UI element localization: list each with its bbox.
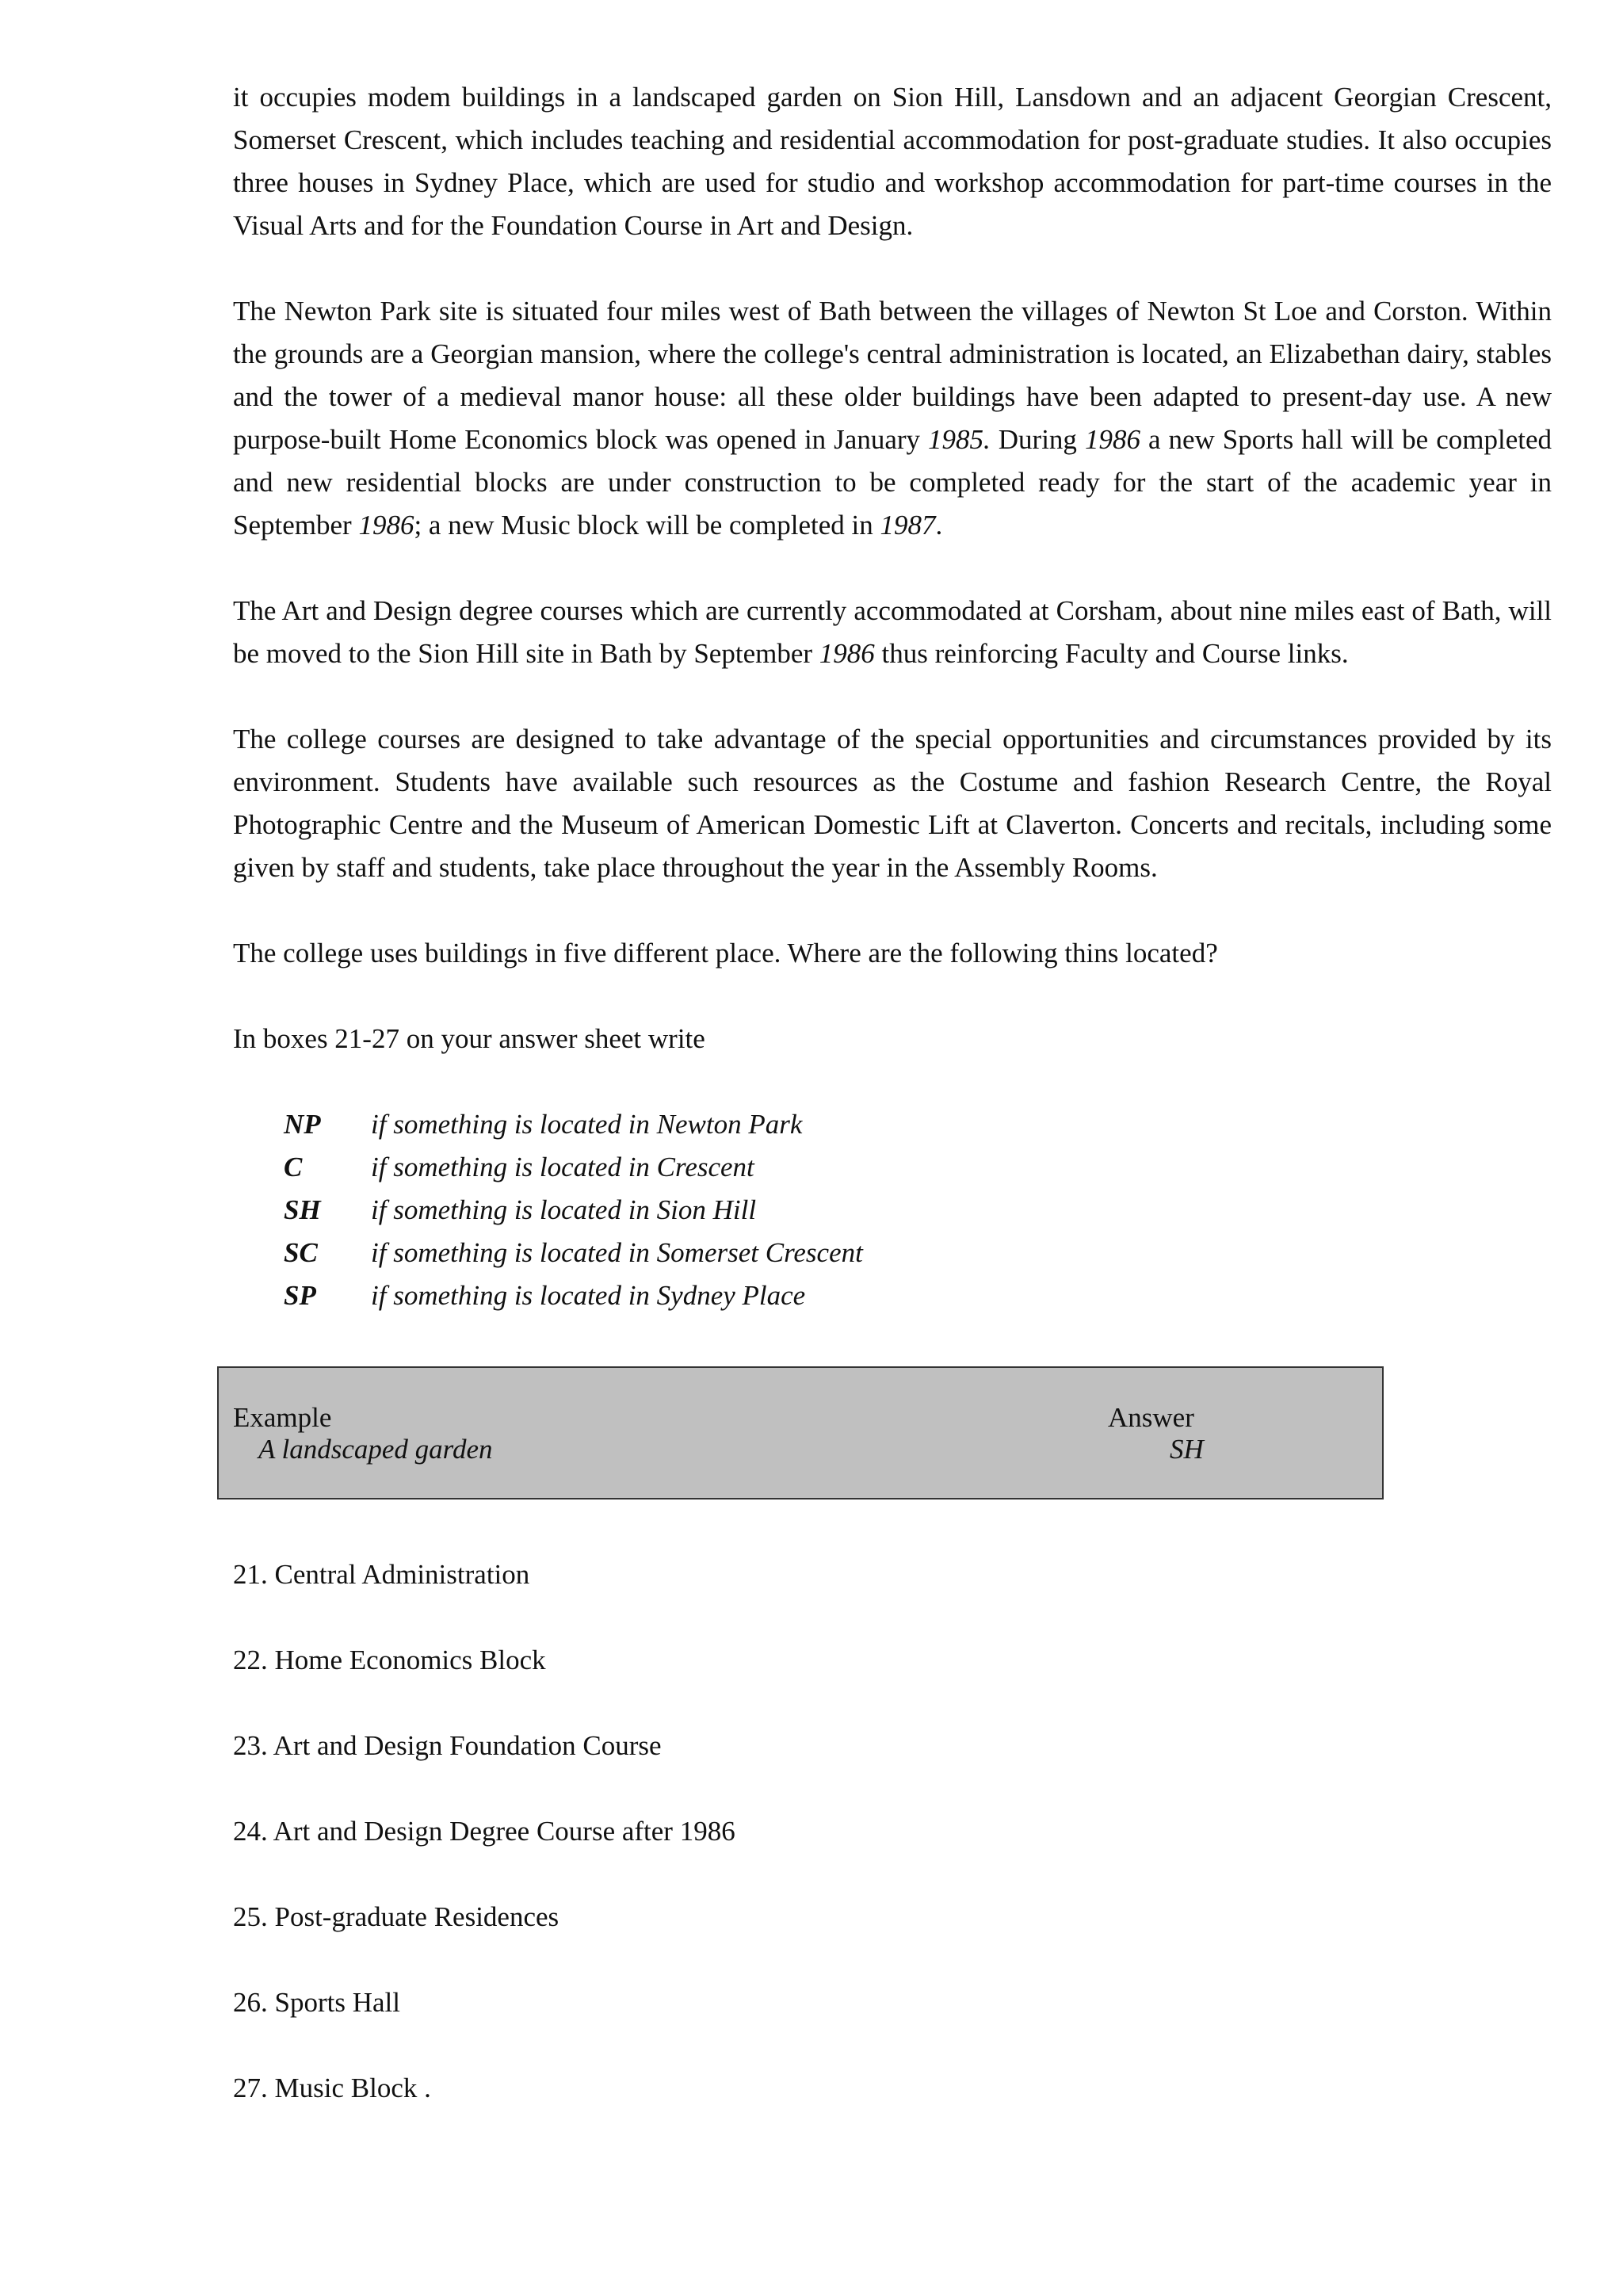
question-item: 27. Music Block . bbox=[233, 2073, 431, 2103]
year-text: 1985. bbox=[928, 424, 991, 455]
legend-text: if something is located in Crescent bbox=[371, 1152, 754, 1182]
legend-text: if something is located in Sion Hill bbox=[371, 1194, 757, 1225]
passage-paragraph-2 bbox=[233, 290, 1552, 547]
paragraph-text: ; a new Music block will be completed in bbox=[414, 510, 880, 541]
paragraph-text: The Newton Park site is situated four miles west of Bath between the villages of Newton St Loe and Corston. Within the grounds are a Georgian mansion, where the college's central administration is located, an Elizabethan dairy, stables and the tower of a medieval manor house: all these older buildings have been adapted to present-day use. A new purpose-built Home Economics block was opened in January bbox=[233, 296, 1552, 455]
paragraph-text: it occupies modem buildings in a landscaped garden on Sion Hill, Lansdown and an adjacent Georgian Crescent, Somerset Crescent, which includes teaching and residential accommodation for post-graduate studies. It also occupies three houses in Sydney Place, which are used for studio and workshop accommodation for part-time courses in the Visual Arts and for the Foundation Course in Art and Design. bbox=[233, 82, 1552, 241]
question-item: 23. Art and Design Foundation Course bbox=[233, 1730, 662, 1761]
example-box bbox=[217, 1366, 1384, 1499]
question-item: 21. Central Administration bbox=[233, 1559, 530, 1590]
question-list bbox=[233, 1553, 1552, 2110]
legend-row bbox=[284, 1274, 1552, 1317]
legend-code: SP bbox=[284, 1280, 316, 1311]
legend-row bbox=[284, 1232, 1552, 1274]
question-item: 24. Art and Design Degree Course after 1986 bbox=[233, 1816, 735, 1847]
year-text: 1986 bbox=[1084, 424, 1140, 455]
task-question: The college uses buildings in five different place. Where are the following thins located? bbox=[233, 938, 1218, 968]
legend-text: if something is located in Sydney Place bbox=[371, 1280, 806, 1311]
example-answer: SH bbox=[1170, 1434, 1204, 1465]
example-label: Example bbox=[233, 1402, 332, 1433]
legend-text: if something is located in Newton Park bbox=[371, 1109, 803, 1140]
legend-code: SC bbox=[284, 1237, 318, 1268]
example-item: A landscaped garden bbox=[258, 1434, 493, 1465]
passage-paragraph-1 bbox=[233, 76, 1552, 247]
passage-paragraph-4 bbox=[233, 718, 1552, 889]
legend-row bbox=[284, 1103, 1552, 1146]
paragraph-text: During bbox=[990, 424, 1085, 455]
year-text: 1987 bbox=[880, 510, 936, 541]
passage-paragraph-3 bbox=[233, 590, 1552, 675]
legend-code: NP bbox=[284, 1109, 321, 1140]
example-answer-label: Answer bbox=[1108, 1402, 1194, 1433]
legend-code: C bbox=[284, 1152, 303, 1182]
task-instruction: In boxes 21-27 on your answer sheet write bbox=[233, 1023, 705, 1054]
year-text: 1986 bbox=[819, 638, 875, 669]
paragraph-text: . bbox=[935, 510, 943, 541]
answer-code-legend bbox=[284, 1103, 1552, 1317]
legend-code: SH bbox=[284, 1194, 321, 1225]
paragraph-text: The college courses are designed to take advantage of the special opportunities and circumstances provided by its environment. Students have available such resources as the Costume and fashion Research Centre, the Royal Photographic Centre and the Museum of American Domestic Lift at Claverton. Concerts and recitals, including some given by staff and students, take place throughout the year in the Assembly Rooms. bbox=[233, 724, 1552, 883]
legend-text: if something is located in Somerset Crescent bbox=[371, 1237, 863, 1268]
paragraph-text: a new Sports hall will be completed and new residential blocks are under construction to be completed ready for the start of the academic year in September bbox=[233, 424, 1552, 541]
legend-row bbox=[284, 1146, 1552, 1189]
question-item: 26. Sports Hall bbox=[233, 1987, 400, 2018]
question-item: 25. Post-graduate Residences bbox=[233, 1901, 559, 1932]
legend-row bbox=[284, 1189, 1552, 1232]
question-item: 22. Home Economics Block bbox=[233, 1645, 546, 1675]
document-page bbox=[233, 76, 1552, 2153]
paragraph-text: thus reinforcing Faculty and Course links. bbox=[874, 638, 1349, 669]
paragraph-text: The Art and Design degree courses which are currently accommodated at Corsham, about nine miles east of Bath, will be moved to the Sion Hill site in Bath by September bbox=[233, 595, 1552, 669]
year-text: 1986 bbox=[358, 510, 414, 541]
